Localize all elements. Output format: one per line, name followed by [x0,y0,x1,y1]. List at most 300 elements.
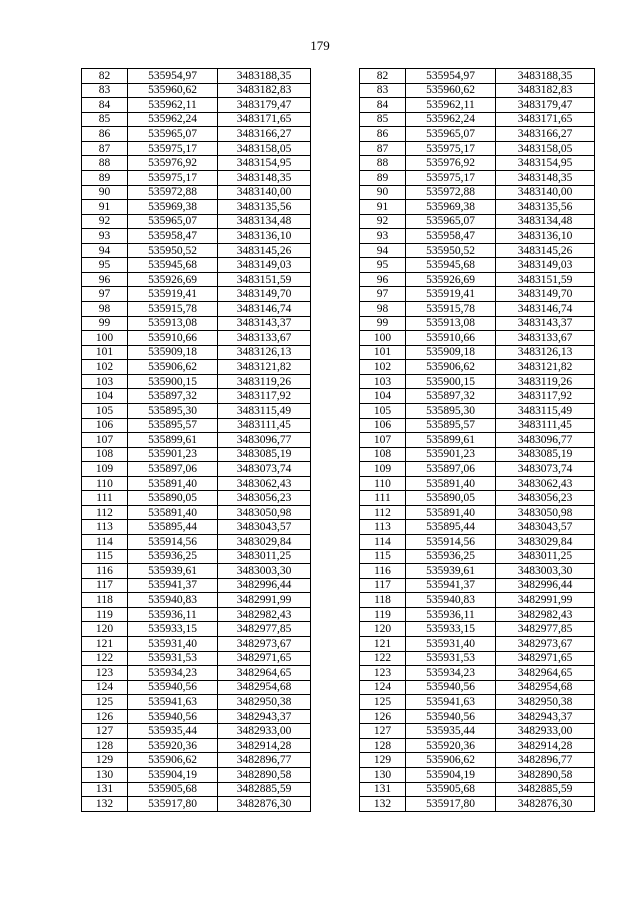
x-coordinate-cell: 535950,52 [406,243,496,258]
x-coordinate-cell: 535895,30 [128,403,218,418]
x-coordinate-cell: 535917,80 [128,797,218,812]
point-number-cell: 103 [82,374,128,389]
point-number-cell: 116 [82,564,128,579]
y-coordinate-cell: 3482914,28 [218,738,311,753]
y-coordinate-cell: 3483029,84 [218,535,311,550]
point-number-cell: 100 [360,331,406,346]
point-number-cell: 114 [360,535,406,550]
table-row [82,724,311,739]
table-row [82,433,311,448]
point-number-cell: 117 [360,578,406,593]
table-row [360,374,595,389]
y-coordinate-cell: 3483182,83 [218,83,311,98]
y-coordinate-cell: 3483121,82 [218,360,311,375]
y-coordinate-cell: 3483166,27 [218,127,311,142]
point-number-cell: 125 [82,695,128,710]
table-row [82,695,311,710]
y-coordinate-cell: 3483148,35 [218,170,311,185]
x-coordinate-cell: 535909,18 [128,345,218,360]
x-coordinate-cell: 535919,41 [128,287,218,302]
y-coordinate-cell: 3483003,30 [218,564,311,579]
table-row [360,127,595,142]
table-row [82,709,311,724]
page-number: 179 [310,38,330,53]
x-coordinate-cell: 535945,68 [128,258,218,273]
point-number-cell: 121 [82,636,128,651]
x-coordinate-cell: 535935,44 [128,724,218,739]
point-number-cell: 103 [360,374,406,389]
table-row [82,403,311,418]
y-coordinate-cell: 3482950,38 [218,695,311,710]
x-coordinate-cell: 535920,36 [128,738,218,753]
table-row [360,753,595,768]
table-row [82,141,311,156]
table-row [360,593,595,608]
point-number-cell: 132 [82,797,128,812]
point-number-cell: 132 [360,797,406,812]
y-coordinate-cell: 3483096,77 [218,433,311,448]
y-coordinate-cell: 3483158,05 [218,141,311,156]
table-row [82,214,311,229]
y-coordinate-cell: 3482996,44 [218,578,311,593]
y-coordinate-cell: 3482914,28 [496,738,595,753]
x-coordinate-cell: 535962,24 [128,112,218,127]
table-row [82,505,311,520]
table-row [82,680,311,695]
x-coordinate-cell: 535975,17 [406,141,496,156]
y-coordinate-cell: 3482971,65 [218,651,311,666]
point-number-cell: 82 [360,69,406,84]
y-coordinate-cell: 3482977,85 [218,622,311,637]
point-number-cell: 123 [360,666,406,681]
table-row [82,535,311,550]
x-coordinate-cell: 535901,23 [406,447,496,462]
x-coordinate-cell: 535914,56 [128,535,218,550]
y-coordinate-cell: 3482876,30 [496,797,595,812]
x-coordinate-cell: 535891,40 [128,505,218,520]
y-coordinate-cell: 3482964,65 [496,666,595,681]
point-number-cell: 120 [82,622,128,637]
table-row [82,666,311,681]
y-coordinate-cell: 3482950,38 [496,695,595,710]
point-number-cell: 87 [360,141,406,156]
table-row [82,287,311,302]
table-row [82,272,311,287]
y-coordinate-cell: 3483029,84 [496,535,595,550]
table-row [82,782,311,797]
point-number-cell: 118 [360,593,406,608]
table-row [360,272,595,287]
table-row [82,476,311,491]
point-number-cell: 111 [82,491,128,506]
x-coordinate-cell: 535972,88 [406,185,496,200]
point-number-cell: 126 [360,709,406,724]
y-coordinate-cell: 3483056,23 [496,491,595,506]
x-coordinate-cell: 535939,61 [406,564,496,579]
point-number-cell: 115 [360,549,406,564]
table-row [82,636,311,651]
x-coordinate-cell: 535895,44 [406,520,496,535]
x-coordinate-cell: 535936,11 [406,607,496,622]
point-number-cell: 130 [82,768,128,783]
table-row [82,360,311,375]
y-coordinate-cell: 3482943,37 [496,709,595,724]
point-number-cell: 102 [82,360,128,375]
point-number-cell: 124 [360,680,406,695]
y-coordinate-cell: 3482890,58 [496,768,595,783]
x-coordinate-cell: 535890,05 [406,491,496,506]
y-coordinate-cell: 3483188,35 [496,69,595,84]
point-number-cell: 112 [360,505,406,520]
table-row [82,564,311,579]
table-row [360,462,595,477]
point-number-cell: 115 [82,549,128,564]
table-row [82,651,311,666]
table-row [82,491,311,506]
x-coordinate-cell: 535891,40 [128,476,218,491]
x-coordinate-cell: 535910,66 [406,331,496,346]
x-coordinate-cell: 535926,69 [128,272,218,287]
y-coordinate-cell: 3482896,77 [218,753,311,768]
y-coordinate-cell: 3482890,58 [218,768,311,783]
y-coordinate-cell: 3483171,65 [218,112,311,127]
x-coordinate-cell: 535962,11 [128,98,218,113]
x-coordinate-cell: 535962,24 [406,112,496,127]
y-coordinate-cell: 3482973,67 [496,636,595,651]
point-number-cell: 84 [360,98,406,113]
point-number-cell: 110 [360,476,406,491]
x-coordinate-cell: 535965,07 [128,127,218,142]
table-row [360,98,595,113]
point-number-cell: 112 [82,505,128,520]
x-coordinate-cell: 535891,40 [406,505,496,520]
point-number-cell: 89 [360,170,406,185]
y-coordinate-cell: 3483115,49 [218,403,311,418]
point-number-cell: 84 [82,98,128,113]
x-coordinate-cell: 535940,56 [128,680,218,695]
table-row [82,229,311,244]
y-coordinate-cell: 3482982,43 [218,607,311,622]
y-coordinate-cell: 3483011,25 [218,549,311,564]
y-coordinate-cell: 3482991,99 [218,593,311,608]
x-coordinate-cell: 535933,15 [406,622,496,637]
x-coordinate-cell: 535975,17 [128,170,218,185]
table-row [82,200,311,215]
table-row [82,170,311,185]
y-coordinate-cell: 3483133,67 [496,331,595,346]
table-row [360,112,595,127]
point-number-cell: 108 [82,447,128,462]
point-number-cell: 126 [82,709,128,724]
table-row [360,389,595,404]
y-coordinate-cell: 3483158,05 [496,141,595,156]
table-row [360,345,595,360]
x-coordinate-cell: 535934,23 [128,666,218,681]
table-row [360,666,595,681]
table-row [82,83,311,98]
table-row [82,520,311,535]
table-row [360,360,595,375]
point-number-cell: 90 [82,185,128,200]
point-number-cell: 93 [360,229,406,244]
y-coordinate-cell: 3482933,00 [496,724,595,739]
point-number-cell: 87 [82,141,128,156]
x-coordinate-cell: 535915,78 [406,302,496,317]
x-coordinate-cell: 535945,68 [406,258,496,273]
point-number-cell: 110 [82,476,128,491]
point-number-cell: 88 [360,156,406,171]
y-coordinate-cell: 3483149,03 [496,258,595,273]
y-coordinate-cell: 3483043,57 [218,520,311,535]
x-coordinate-cell: 535976,92 [128,156,218,171]
y-coordinate-cell: 3483149,70 [496,287,595,302]
x-coordinate-cell: 535940,83 [406,593,496,608]
x-coordinate-cell: 535939,61 [128,564,218,579]
x-coordinate-cell: 535940,56 [406,680,496,695]
table-row [360,505,595,520]
y-coordinate-cell: 3483154,95 [218,156,311,171]
x-coordinate-cell: 535895,30 [406,403,496,418]
point-number-cell: 89 [82,170,128,185]
x-coordinate-cell: 535906,62 [406,360,496,375]
x-coordinate-cell: 535900,15 [406,374,496,389]
x-coordinate-cell: 535920,36 [406,738,496,753]
table-row [360,680,595,695]
table-row [82,374,311,389]
table-row [82,127,311,142]
x-coordinate-cell: 535954,97 [128,69,218,84]
table-row [360,476,595,491]
point-number-cell: 99 [82,316,128,331]
point-number-cell: 108 [360,447,406,462]
table-row [360,491,595,506]
table-row [360,564,595,579]
table-row [360,69,595,84]
point-number-cell: 97 [82,287,128,302]
x-coordinate-cell: 535958,47 [128,229,218,244]
x-coordinate-cell: 535936,25 [406,549,496,564]
point-number-cell: 130 [360,768,406,783]
table-row [82,243,311,258]
x-coordinate-cell: 535913,08 [406,316,496,331]
x-coordinate-cell: 535931,40 [128,636,218,651]
x-coordinate-cell: 535910,66 [128,331,218,346]
point-number-cell: 122 [360,651,406,666]
point-number-cell: 121 [360,636,406,651]
point-number-cell: 94 [360,243,406,258]
point-number-cell: 131 [82,782,128,797]
x-coordinate-cell: 535906,62 [406,753,496,768]
table-row [360,170,595,185]
x-coordinate-cell: 535891,40 [406,476,496,491]
y-coordinate-cell: 3483073,74 [218,462,311,477]
point-number-cell: 111 [360,491,406,506]
table-row [360,433,595,448]
table-row [82,316,311,331]
x-coordinate-cell: 535954,97 [406,69,496,84]
table-row [82,797,311,812]
point-number-cell: 129 [360,753,406,768]
y-coordinate-cell: 3483136,10 [496,229,595,244]
x-coordinate-cell: 535941,37 [406,578,496,593]
table-row [360,636,595,651]
y-coordinate-cell: 3483145,26 [496,243,595,258]
table-row [82,549,311,564]
table-row [82,302,311,317]
table-row [360,724,595,739]
point-number-cell: 123 [82,666,128,681]
point-number-cell: 82 [82,69,128,84]
point-number-cell: 128 [82,738,128,753]
y-coordinate-cell: 3483011,25 [496,549,595,564]
point-number-cell: 102 [360,360,406,375]
point-number-cell: 95 [360,258,406,273]
x-coordinate-cell: 535904,19 [128,768,218,783]
y-coordinate-cell: 3483140,00 [218,185,311,200]
x-coordinate-cell: 535919,41 [406,287,496,302]
point-number-cell: 119 [82,607,128,622]
table-row [360,243,595,258]
y-coordinate-cell: 3482954,68 [218,680,311,695]
point-number-cell: 107 [360,433,406,448]
table-row [360,302,595,317]
x-coordinate-cell: 535960,62 [406,83,496,98]
table-row [82,753,311,768]
table-row [82,345,311,360]
table-row [360,520,595,535]
point-number-cell: 91 [360,200,406,215]
point-number-cell: 104 [360,389,406,404]
table-row [82,418,311,433]
table-row [82,331,311,346]
y-coordinate-cell: 3483126,13 [496,345,595,360]
y-coordinate-cell: 3483148,35 [496,170,595,185]
y-coordinate-cell: 3483149,03 [218,258,311,273]
y-coordinate-cell: 3483134,48 [218,214,311,229]
point-number-cell: 114 [82,535,128,550]
y-coordinate-cell: 3482885,59 [218,782,311,797]
y-coordinate-cell: 3483050,98 [218,505,311,520]
x-coordinate-cell: 535969,38 [128,200,218,215]
y-coordinate-cell: 3483115,49 [496,403,595,418]
x-coordinate-cell: 535895,57 [406,418,496,433]
point-number-cell: 122 [82,651,128,666]
table-row [360,738,595,753]
x-coordinate-cell: 535931,53 [406,651,496,666]
point-number-cell: 98 [360,302,406,317]
table-row [82,185,311,200]
x-coordinate-cell: 535904,19 [406,768,496,783]
table-row [360,156,595,171]
point-number-cell: 129 [82,753,128,768]
y-coordinate-cell: 3483062,43 [496,476,595,491]
table-row [82,768,311,783]
point-number-cell: 90 [360,185,406,200]
y-coordinate-cell: 3483146,74 [496,302,595,317]
x-coordinate-cell: 535975,17 [128,141,218,156]
table-row [82,622,311,637]
x-coordinate-cell: 535976,92 [406,156,496,171]
y-coordinate-cell: 3483111,45 [496,418,595,433]
table-row [360,229,595,244]
point-number-cell: 101 [82,345,128,360]
x-coordinate-cell: 535926,69 [406,272,496,287]
table-row [360,403,595,418]
y-coordinate-cell: 3483179,47 [496,98,595,113]
point-number-cell: 131 [360,782,406,797]
table-row [360,695,595,710]
x-coordinate-cell: 535965,07 [128,214,218,229]
table-row [360,768,595,783]
point-number-cell: 99 [360,316,406,331]
coordinates-table-left [81,68,311,812]
y-coordinate-cell: 3483073,74 [496,462,595,477]
x-coordinate-cell: 535934,23 [406,666,496,681]
x-coordinate-cell: 535917,80 [406,797,496,812]
coordinates-table-right [359,68,595,812]
point-number-cell: 113 [82,520,128,535]
y-coordinate-cell: 3483179,47 [218,98,311,113]
y-coordinate-cell: 3482973,67 [218,636,311,651]
y-coordinate-cell: 3483135,56 [218,200,311,215]
x-coordinate-cell: 535941,63 [406,695,496,710]
y-coordinate-cell: 3483171,65 [496,112,595,127]
x-coordinate-cell: 535965,07 [406,127,496,142]
table-row [82,447,311,462]
y-coordinate-cell: 3483143,37 [496,316,595,331]
table-row [360,622,595,637]
table-row [360,258,595,273]
table-row [360,447,595,462]
x-coordinate-cell: 535950,52 [128,243,218,258]
point-number-cell: 109 [82,462,128,477]
point-number-cell: 96 [82,272,128,287]
y-coordinate-cell: 3482996,44 [496,578,595,593]
table-row [82,593,311,608]
point-number-cell: 83 [82,83,128,98]
point-number-cell: 96 [360,272,406,287]
y-coordinate-cell: 3483119,26 [496,374,595,389]
y-coordinate-cell: 3482964,65 [218,666,311,681]
y-coordinate-cell: 3483117,92 [218,389,311,404]
y-coordinate-cell: 3483151,59 [496,272,595,287]
table-row [82,389,311,404]
point-number-cell: 98 [82,302,128,317]
x-coordinate-cell: 535901,23 [128,447,218,462]
x-coordinate-cell: 535936,11 [128,607,218,622]
x-coordinate-cell: 535931,40 [406,636,496,651]
table-row [360,141,595,156]
y-coordinate-cell: 3483117,92 [496,389,595,404]
y-coordinate-cell: 3483146,74 [218,302,311,317]
x-coordinate-cell: 535905,68 [406,782,496,797]
y-coordinate-cell: 3482943,37 [218,709,311,724]
x-coordinate-cell: 535899,61 [406,433,496,448]
x-coordinate-cell: 535900,15 [128,374,218,389]
x-coordinate-cell: 535899,61 [128,433,218,448]
point-number-cell: 85 [360,112,406,127]
y-coordinate-cell: 3483149,70 [218,287,311,302]
x-coordinate-cell: 535962,11 [406,98,496,113]
x-coordinate-cell: 535931,53 [128,651,218,666]
point-number-cell: 88 [82,156,128,171]
y-coordinate-cell: 3482971,65 [496,651,595,666]
y-coordinate-cell: 3483062,43 [218,476,311,491]
point-number-cell: 106 [82,418,128,433]
x-coordinate-cell: 535933,15 [128,622,218,637]
y-coordinate-cell: 3483003,30 [496,564,595,579]
table-row [82,69,311,84]
